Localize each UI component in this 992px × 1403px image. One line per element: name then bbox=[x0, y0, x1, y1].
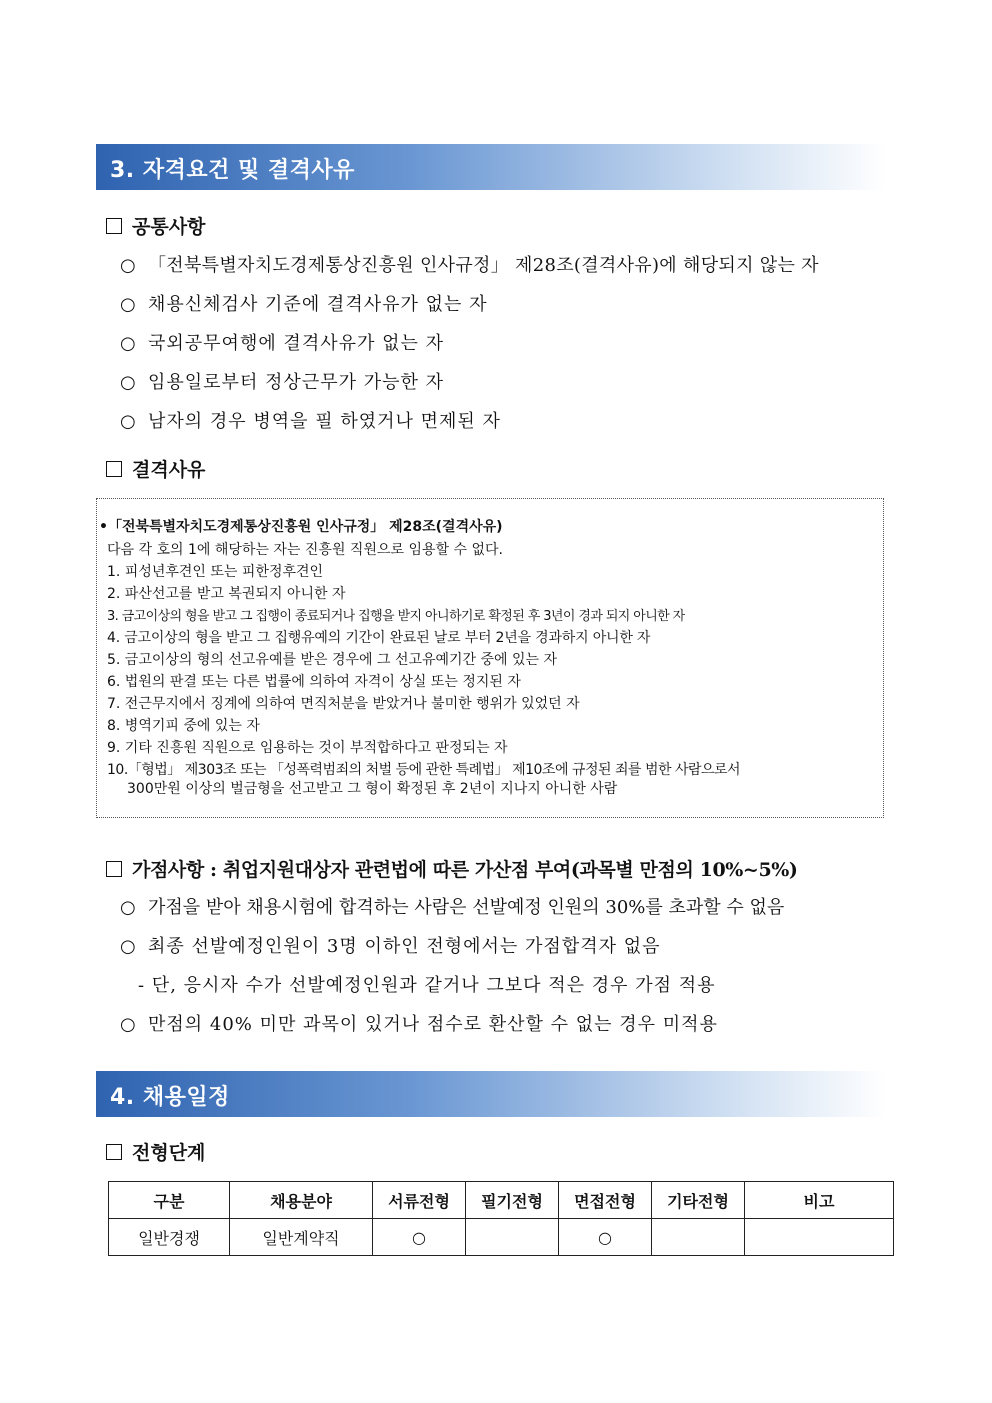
disqualification-line-9: 9. 기타 진흥원 직원으로 임용하는 것이 부적합하다고 판정되는 자 bbox=[107, 740, 508, 756]
header-cell: 채용분야 bbox=[230, 1182, 373, 1219]
disqualification-line-7: 7. 전근무지에서 징계에 의하여 면직처분을 받았거나 불미한 행위가 있었던 자 bbox=[107, 696, 580, 712]
section-4-banner bbox=[96, 1071, 886, 1117]
table-cell: ○ bbox=[559, 1219, 652, 1256]
disqualification-box-title: •「전북특별자치도경제통상진흥원 인사규정」 제28조(결격사유) bbox=[99, 519, 503, 535]
disqualification-line-2: 2. 파산선고를 받고 복권되지 아니한 자 bbox=[107, 586, 346, 602]
checkbox-square-icon bbox=[106, 1144, 122, 1160]
circle-bullet-icon: ○ bbox=[120, 1014, 137, 1035]
checkbox-square-icon bbox=[106, 461, 122, 477]
header-cell: 비고 bbox=[745, 1182, 894, 1219]
table-row bbox=[109, 1219, 894, 1256]
common-item-3: ○ 국외공무여행에 결격사유가 없는 자 bbox=[120, 333, 444, 354]
disqualification-line-6: 6. 법원의 판결 또는 다른 법률에 의하여 자격이 상실 또는 정지된 자 bbox=[107, 674, 521, 690]
common-heading: 공통사항 bbox=[106, 212, 205, 239]
bonus-heading: 가점사항 : 취업지원대상자 관련법에 따른 가산점 부여(과목별 만점의 10%~5%) bbox=[106, 855, 798, 882]
checkbox-square-icon bbox=[106, 218, 122, 234]
disqualification-line-8: 8. 병역기피 중에 있는 자 bbox=[107, 718, 260, 734]
header-cell: 구분 bbox=[109, 1182, 230, 1219]
disqualification-heading: 결격사유 bbox=[106, 455, 205, 482]
header-cell: 서류전형 bbox=[373, 1182, 466, 1219]
section-3-banner bbox=[96, 144, 886, 190]
disqualification-intro: 다음 각 호의 1에 해당하는 자는 진흥원 직원으로 임용할 수 없다. bbox=[107, 542, 503, 558]
circle-bullet-icon: ○ bbox=[120, 411, 137, 432]
table-header-row bbox=[109, 1182, 894, 1219]
circle-bullet-icon: ○ bbox=[120, 333, 137, 354]
checkbox-square-icon bbox=[106, 861, 122, 877]
disqualification-line-10-cont: 300만원 이상의 벌금형을 선고받고 그 형이 확정된 후 2년이 지나지 아니한 사람 bbox=[127, 781, 618, 797]
circle-bullet-icon: ○ bbox=[120, 294, 137, 315]
header-cell: 필기전형 bbox=[466, 1182, 559, 1219]
disqualification-line-1: 1. 피성년후견인 또는 피한정후견인 bbox=[107, 564, 324, 580]
disqualification-line-5: 5. 금고이상의 형의 선고유예를 받은 경우에 그 선고유예기간 중에 있는 자 bbox=[107, 652, 558, 668]
bonus-item-3: ○ 만점의 40% 미만 과목이 있거나 점수로 환산할 수 없는 경우 미적용 bbox=[120, 1014, 718, 1035]
disqualification-line-10: 10.「형법」 제303조 또는 「성폭력범죄의 처벌 등에 관한 특례법」 제10조에 규정된 죄를 범한 사람으로서 bbox=[107, 762, 741, 778]
common-item-5: ○ 남자의 경우 병역을 필 하였거나 면제된 자 bbox=[120, 411, 501, 432]
bonus-item-2-sub: - 단, 응시자 수가 선발예정인원과 같거나 그보다 적은 경우 가점 적용 bbox=[138, 975, 716, 996]
bonus-item-2: ○ 최종 선발예정인원이 3명 이하인 전형에서는 가점합격자 없음 bbox=[120, 936, 661, 957]
table-cell bbox=[652, 1219, 745, 1256]
table-cell bbox=[745, 1219, 894, 1256]
header-cell: 기타전형 bbox=[652, 1182, 745, 1219]
common-item-2: ○ 채용신체검사 기준에 결격사유가 없는 자 bbox=[120, 294, 488, 315]
disqualification-line-3: 3. 금고이상의 형을 받고 그 집행이 종료되거나 집행을 받지 아니하기로 확정된 후 3년이 경과 되지 아니한 자 bbox=[107, 609, 685, 624]
header-cell: 면접전형 bbox=[559, 1182, 652, 1219]
disqualification-line-4: 4. 금고이상의 형을 받고 그 집행유예의 기간이 완료된 날로 부터 2년을 경과하지 아니한 자 bbox=[107, 630, 651, 646]
circle-bullet-icon: ○ bbox=[120, 372, 137, 393]
stages-heading: 전형단계 bbox=[106, 1138, 205, 1165]
section-3-title: 3. 자격요건 및 결격사유 bbox=[110, 158, 355, 183]
section-4-title: 4. 채용일정 bbox=[110, 1085, 230, 1110]
bonus-item-1: ○ 가점을 받아 채용시험에 합격하는 사람은 선발예정 인원의 30%를 초과할 수 없음 bbox=[120, 897, 785, 918]
table-cell: 일반계약직 bbox=[230, 1219, 373, 1256]
disqualification-box bbox=[96, 498, 884, 818]
table-cell bbox=[466, 1219, 559, 1256]
common-item-4: ○ 임용일로부터 정상근무가 가능한 자 bbox=[120, 372, 444, 393]
circle-bullet-icon: ○ bbox=[120, 936, 137, 957]
table-cell: ○ bbox=[373, 1219, 466, 1256]
stages-table bbox=[108, 1181, 894, 1256]
circle-bullet-icon: ○ bbox=[120, 255, 137, 276]
table-cell: 일반경쟁 bbox=[109, 1219, 230, 1256]
circle-bullet-icon: ○ bbox=[120, 897, 136, 918]
common-item-1: ○ 「전북특별자치도경제통상진흥원 인사규정」 제28조(결격사유)에 해당되지 않는 자 bbox=[120, 255, 819, 276]
